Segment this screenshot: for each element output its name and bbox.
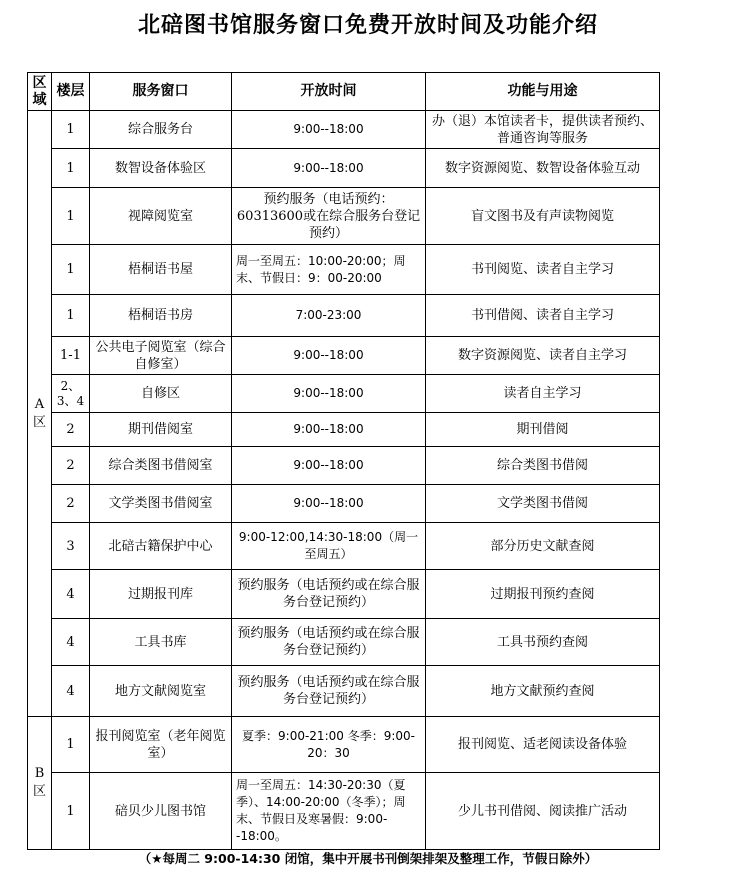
hours-cell: 7:00-23:00	[232, 295, 426, 337]
function-cell: 读者自主学习	[426, 375, 660, 413]
table-row	[28, 666, 660, 717]
function-cell: 综合类图书借阅	[426, 447, 660, 485]
table-row	[28, 773, 660, 850]
function-cell: 地方文献预约查阅	[426, 666, 660, 717]
floor-cell: 2	[52, 413, 90, 447]
header-hours: 开放时间	[232, 73, 426, 111]
hours-cell: 9:00--18:00	[232, 375, 426, 413]
table-row	[28, 619, 660, 666]
closing-notice: （★每周二 9:00-14:30 闭馆，集中开展书刊倒架排架及整理工作，节假日除外）	[138, 851, 598, 866]
table-row	[28, 717, 660, 773]
function-cell: 数字资源阅览、数智设备体验互动	[426, 149, 660, 188]
function-cell: 办（退）本馆读者卡，提供读者预约、普通咨询等服务	[426, 111, 660, 149]
table-row	[28, 149, 660, 188]
area-a-cell: A区	[28, 111, 52, 717]
floor-cell: 1-1	[52, 337, 90, 375]
function-cell: 部分历史文献查阅	[426, 523, 660, 570]
floor-cell: 4	[52, 619, 90, 666]
window-cell: 综合服务台	[90, 111, 232, 149]
function-cell: 少儿书刊借阅、阅读推广活动	[426, 773, 660, 850]
area-b-cell: B区	[28, 717, 52, 850]
header-function: 功能与用途	[426, 73, 660, 111]
table-row	[28, 375, 660, 413]
table-row	[28, 523, 660, 570]
function-cell: 盲文图书及有声读物阅览	[426, 188, 660, 245]
window-cell: 公共电子阅览室（综合自修室）	[90, 337, 232, 375]
table-row	[28, 485, 660, 523]
function-cell: 过期报刊预约查阅	[426, 570, 660, 619]
function-cell: 数字资源阅览、读者自主学习	[426, 337, 660, 375]
floor-cell: 1	[52, 188, 90, 245]
header-window: 服务窗口	[90, 73, 232, 111]
hours-cell: 9:00--18:00	[232, 447, 426, 485]
window-cell: 工具书库	[90, 619, 232, 666]
hours-cell: 9:00--18:00	[232, 485, 426, 523]
hours-cell: 预约服务（电话预约或在综合服务台登记预约）	[232, 570, 426, 619]
window-cell: 梧桐语书屋	[90, 245, 232, 295]
function-cell: 书刊借阅、读者自主学习	[426, 295, 660, 337]
hours-cell: 预约服务（电话预约：60313600或在综合服务台登记预约）	[232, 188, 426, 245]
table-row	[28, 570, 660, 619]
hours-cell: 9:00--18:00	[232, 111, 426, 149]
floor-cell: 1	[52, 295, 90, 337]
floor-cell: 3	[52, 523, 90, 570]
floor-cell: 2	[52, 485, 90, 523]
window-cell: 梧桐语书房	[90, 295, 232, 337]
window-cell: 报刊阅览室（老年阅览室）	[90, 717, 232, 773]
table-row	[28, 413, 660, 447]
function-cell: 书刊阅览、读者自主学习	[426, 245, 660, 295]
function-cell: 文学类图书借阅	[426, 485, 660, 523]
hours-table	[27, 72, 660, 850]
function-cell: 期刊借阅	[426, 413, 660, 447]
window-cell: 地方文献阅览室	[90, 666, 232, 717]
floor-cell: 4	[52, 570, 90, 619]
window-cell: 视障阅览室	[90, 188, 232, 245]
hours-cell: 9:00-12:00,14:30-18:00（周一至周五）	[232, 523, 426, 570]
function-cell: 报刊阅览、适老阅读设备体验	[426, 717, 660, 773]
table-row	[28, 295, 660, 337]
hours-cell: 预约服务（电话预约或在综合服务台登记预约）	[232, 619, 426, 666]
table-row	[28, 337, 660, 375]
floor-cell: 1	[52, 111, 90, 149]
floor-cell: 1	[52, 773, 90, 850]
hours-cell: 9:00--18:00	[232, 337, 426, 375]
table-row	[28, 245, 660, 295]
table-row	[28, 188, 660, 245]
table-row	[28, 111, 660, 149]
hours-cell: 预约服务（电话预约或在综合服务台登记预约）	[232, 666, 426, 717]
hours-cell: 周一至周五：14:30-20:30（夏季）、14:00-20:00（冬季）；周末、节假日及寒暑假：9:00--18:00。	[232, 773, 426, 850]
hours-cell: 周一至周五：10:00-20:00；周末、节假日：9：00-20:00	[232, 245, 426, 295]
floor-cell: 1	[52, 717, 90, 773]
floor-cell: 1	[52, 149, 90, 188]
window-cell: 数智设备体验区	[90, 149, 232, 188]
header-row	[28, 73, 660, 111]
floor-cell: 1	[52, 245, 90, 295]
function-cell: 工具书预约查阅	[426, 619, 660, 666]
window-cell: 过期报刊库	[90, 570, 232, 619]
window-cell: 自修区	[90, 375, 232, 413]
hours-cell: 夏季：9:00-21:00 冬季：9:00-20：30	[232, 717, 426, 773]
window-cell: 北碚古籍保护中心	[90, 523, 232, 570]
window-cell: 综合类图书借阅室	[90, 447, 232, 485]
header-area: 区域	[28, 73, 52, 111]
window-cell: 文学类图书借阅室	[90, 485, 232, 523]
floor-cell: 2、3、4	[52, 375, 90, 413]
floor-cell: 2	[52, 447, 90, 485]
floor-cell: 4	[52, 666, 90, 717]
header-floor: 楼层	[52, 73, 90, 111]
window-cell: 期刊借阅室	[90, 413, 232, 447]
window-cell: 碚贝少儿图书馆	[90, 773, 232, 850]
page-title: 北碚图书馆服务窗口免费开放时间及功能介绍	[137, 13, 598, 38]
table-row	[28, 447, 660, 485]
hours-cell: 9:00--18:00	[232, 413, 426, 447]
hours-cell: 9:00--18:00	[232, 149, 426, 188]
